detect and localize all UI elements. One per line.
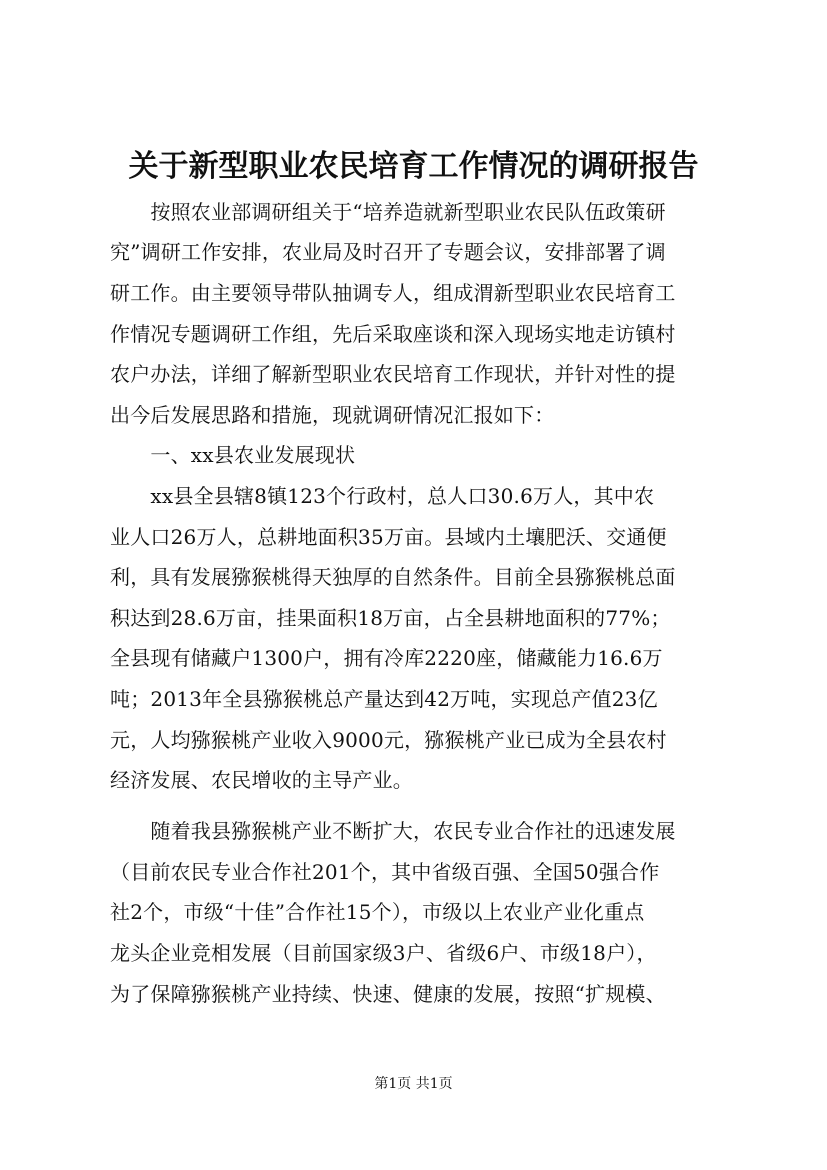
body-line: 吨；2013年全县猕猴桃总产量达到42万吨，实现总产值23亿: [110, 687, 658, 711]
body-line: 积达到28.6万亩，挂果面积18万亩，占全县耕地面积的77%；: [110, 606, 671, 630]
body-line: 全县现有储藏户1300户，拥有冷库2220座，储藏能力16.6万: [110, 646, 663, 670]
section-heading: 一、xx县农业发展现状: [110, 443, 356, 467]
body-line: 业人口26万人，总耕地面积35万亩。县域内土壤肥沃、交通便: [110, 525, 667, 549]
body-line: 元，人均猕猴桃产业收入9000元，猕猴桃产业已成为全县农村: [110, 728, 667, 752]
body-line: 研工作。由主要领导带队抽调专人，组成渭新型职业农民培育工: [110, 281, 676, 305]
body-line: 农户办法，详细了解新型职业农民培育工作现状，并针对性的提: [110, 362, 676, 386]
body-line: （目前农民专业合作社201个，其中省级百强、全国50强合作: [110, 860, 660, 884]
body-line: 龙头企业竞相发展（目前国家级3户、省级6户、市级18户），: [110, 941, 657, 965]
body-line: xx县全县辖8镇123个行政村，总人口30.6万人，其中农: [110, 484, 655, 508]
body-line: 随着我县猕猴桃产业不断扩大，农民专业合作社的迅速发展: [110, 819, 676, 843]
page-number-footer: 第1页 共1页: [374, 1076, 453, 1092]
body-line: 究”调研工作安排，农业局及时召开了专题会议，安排部署了调: [110, 240, 666, 264]
body-line: 社2个，市级“十佳”合作社15个），市级以上农业产业化重点: [110, 900, 645, 924]
body-line: 作情况专题调研工作组，先后采取座谈和深入现场实地走访镇村: [110, 322, 676, 346]
body-line: 出今后发展思路和措施，现就调研情况汇报如下：: [110, 403, 555, 427]
document-title: 关于新型职业农民培育工作情况的调研报告: [128, 149, 699, 184]
body-line: 按照农业部调研组关于“培养造就新型职业农民队伍政策研: [110, 200, 666, 224]
body-line: 利，具有发展猕猴桃得天独厚的自然条件。目前全县猕猴桃总面: [110, 565, 676, 589]
body-line: 经济发展、农民增收的主导产业。: [110, 768, 413, 792]
body-line: 为了保障猕猴桃产业持续、快速、健康的发展，按照“扩规模、: [110, 982, 666, 1006]
